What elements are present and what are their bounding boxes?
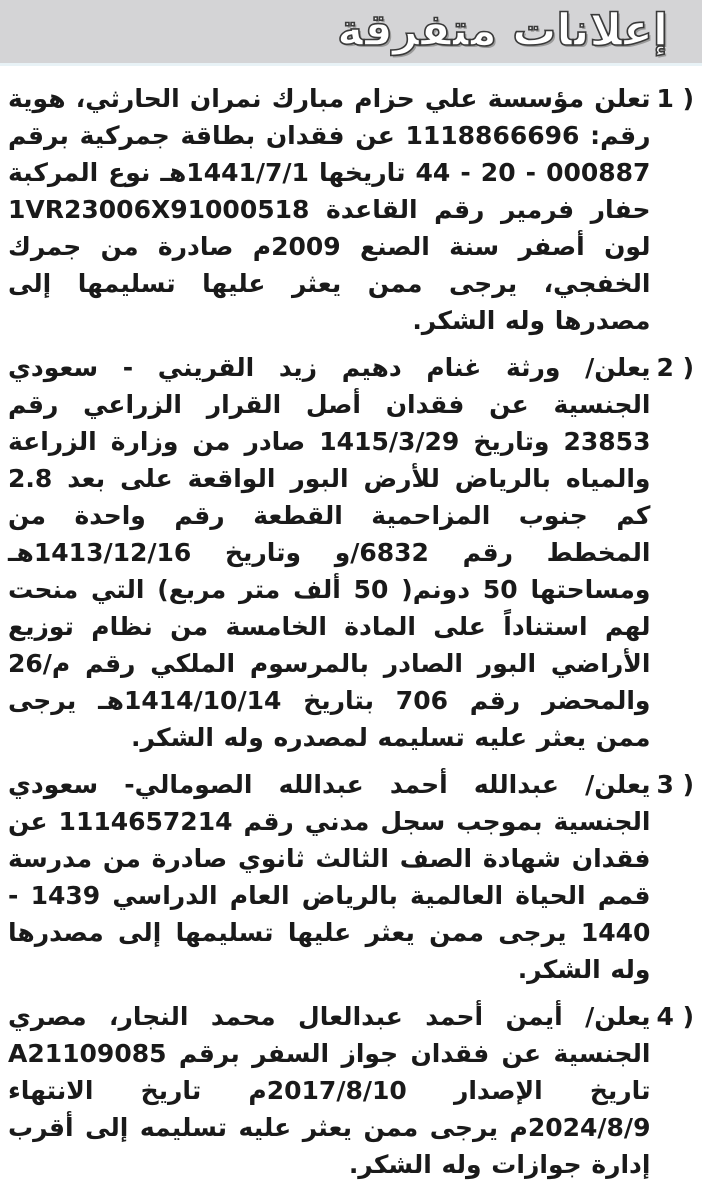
notice-text: يعلن/ أيمن أحمد عبدالعال محمد النجار، مصري الجنسية عن فقدان جواز السفر برقم A21109085 تاريخ الإصدار 2017/8/10م تاريخ الانتهاء 2024/8/9م يرجى ممن يعثر عليه تسليمه إلى أقرب إدارة جوازات وله الشكر. [8, 1002, 651, 1179]
section-header [0, 0, 702, 66]
notice-number: 2 ) [656, 353, 694, 382]
notice-item [8, 80, 694, 339]
notice-text: يعلن/ عبدالله أحمد عبدالله الصومالي- سعودي الجنسية بموجب سجل مدني رقم 1114657214 عن فقدان شهادة الصف الثالث ثانوي صادرة من مدرسة قمم الحياة العالمية بالرياض العام الدراسي 1439 - 1440 يرجى ممن يعثر عليها تسليمها إلى مصدرها وله الشكر. [8, 770, 651, 984]
notices-list [0, 66, 702, 1183]
section-title: إعلانات متفرقة [337, 5, 668, 56]
notice-number: 1 ) [656, 84, 694, 113]
notice-text: تعلن مؤسسة علي حزام مبارك نمران الحارثي، هوية رقم: 1118866696 عن فقدان بطاقة جمركية برقم 000887 - 20 - 44 تاريخها 1441/7/1هـ نوع المركبة حفار فرمير رقم القاعدة 1VR23006X91000518 لون أصفر سنة الصنع 2009م صادرة من جمرك الخفجي، يرجى ممن يعثر عليها تسليمها إلى مصدرها وله الشكر. [8, 84, 651, 335]
notice-number: 3 ) [656, 770, 694, 799]
notice-item [8, 349, 694, 756]
notice-text: يعلن/ ورثة غنام دهيم زيد القريني - سعودي الجنسية عن فقدان أصل القرار الزراعي رقم 23853 وتاريخ 1415/3/29 صادر من وزارة الزراعة والمياه بالرياض للأرض البور الواقعة على بعد 2.8 كم جنوب المزاحمية القطعة رقم واحدة من المخطط رقم 6832/و وتاريخ 1413/12/16هـ ومساحتها 50 دونم( 50 ألف متر مربع) التي منحت لهم استناداً على المادة الخامسة من نظام توزيع الأراضي البور الصادر بالمرسوم الملكي رقم م/26 والمحضر رقم 706 بتاريخ 1414/10/14هـ يرجى ممن يعثر عليه تسليمه لمصدره وله الشكر. [8, 353, 651, 752]
notice-number: 4 ) [656, 1002, 694, 1031]
notice-item [8, 766, 694, 988]
notice-item [8, 998, 694, 1183]
